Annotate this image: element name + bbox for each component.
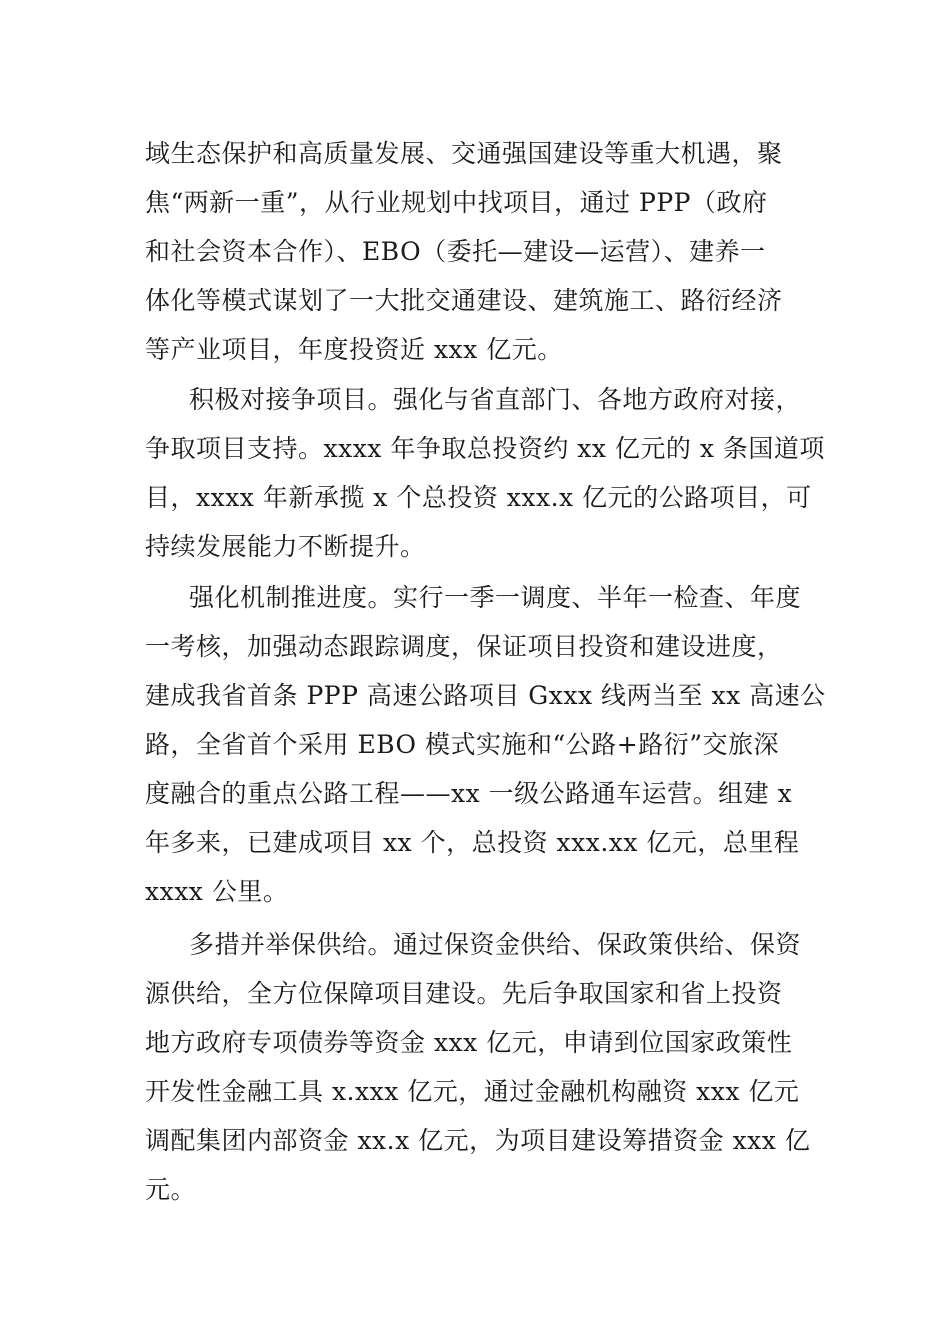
paragraph-line: 和社会资本合作）、EBO（委托—建设—运营）、建养一 bbox=[145, 237, 766, 266]
paragraph-4 bbox=[145, 920, 813, 1214]
paragraph-line: 目，xxxx 年新承揽 x 个总投资 xxx.x 亿元的公路项目，可 bbox=[145, 483, 812, 512]
paragraph-line: 源供给，全方位保障项目建设。先后争取国家和省上投资 bbox=[145, 979, 783, 1008]
paragraph-line: 域生态保护和高质量发展、交通强国建设等重大机遇，聚 bbox=[145, 139, 783, 168]
paragraph-line: 年多来，已建成项目 xx 个，总投资 xxx.xx 亿元，总里程 bbox=[145, 828, 800, 857]
paragraph-line: 开发性金融工具 x.xxx 亿元，通过金融机构融资 xxx 亿元 bbox=[145, 1077, 800, 1106]
paragraph-line: 一考核，加强动态跟踪调度，保证项目投资和建设进度， bbox=[145, 632, 783, 661]
paragraph-line: 焦“两新一重”，从行业规划中找项目，通过 PPP（政府 bbox=[145, 188, 768, 217]
paragraph-line: 强化机制推进度。实行一季一调度、半年一检查、年度 bbox=[189, 583, 802, 612]
paragraph-line: 元。 bbox=[145, 1175, 197, 1204]
paragraph-line: 体化等模式谋划了一大批交通建设、建筑施工、路衍经济 bbox=[145, 286, 783, 315]
paragraph-line: 多措并举保供给。通过保资金供给、保政策供给、保资 bbox=[189, 930, 802, 959]
paragraph-2 bbox=[145, 375, 825, 571]
paragraph-line: 建成我省首条 PPP 高速公路项目 Gxxx 线两当至 xx 高速公 bbox=[145, 681, 826, 710]
paragraph-line: 调配集团内部资金 xx.x 亿元，为项目建设筹措资金 xxx 亿 bbox=[145, 1126, 811, 1155]
paragraph-line: 积极对接争项目。强化与省直部门、各地方政府对接， bbox=[189, 385, 802, 414]
paragraph-line: 度融合的重点公路工程——xx 一级公路通车运营。组建 x bbox=[145, 779, 793, 808]
paragraph-line: 争取项目支持。xxxx 年争取总投资约 xx 亿元的 x 条国道项 bbox=[145, 434, 825, 463]
paragraph-3 bbox=[145, 573, 826, 916]
paragraph-line: 地方政府专项债券等资金 xxx 亿元，申请到位国家政策性 bbox=[145, 1028, 793, 1057]
paragraph-line: 等产业项目，年度投资近 xxx 亿元。 bbox=[145, 335, 563, 364]
paragraph-line: 路，全省首个采用 EBO 模式实施和“公路+路衍”交旅深 bbox=[145, 730, 779, 759]
paragraph-1 bbox=[145, 129, 813, 374]
paragraph-line: 持续发展能力不断提升。 bbox=[145, 532, 426, 561]
paragraph-line: xxxx 公里。 bbox=[145, 877, 289, 906]
